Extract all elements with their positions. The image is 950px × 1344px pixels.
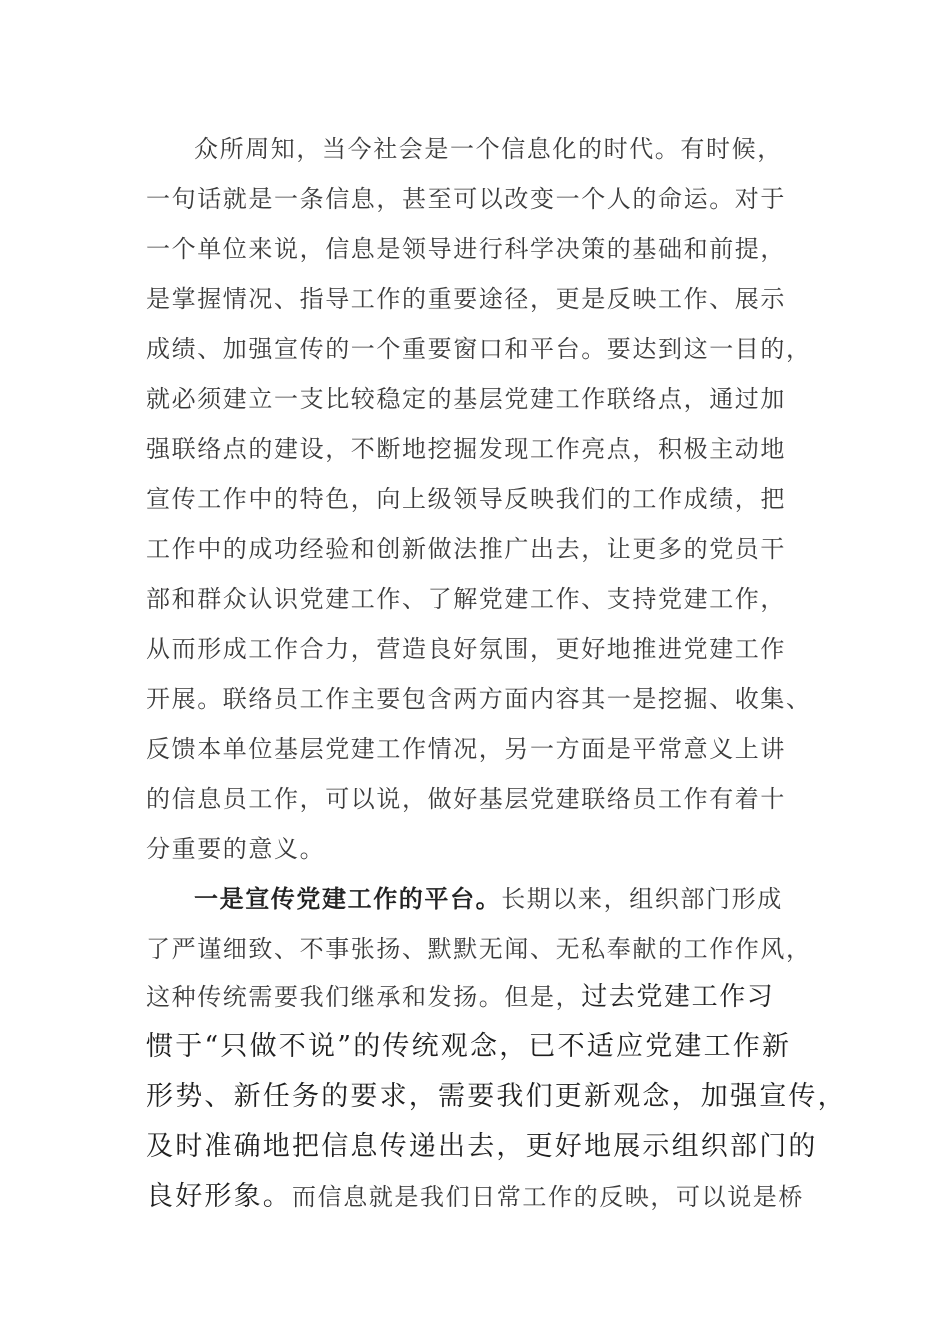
paragraph1-line-3: 一个单位来说，信息是领导进行科学决策的基础和前提， [146,235,786,263]
paragraph1-line-14: 的信息员工作，可以说，做好基层党建联络员工作有着十 [146,785,786,813]
paragraph1-line-5: 成绩、加强宣传的一个重要窗口和平台。要达到这一目的， [146,335,812,363]
paragraph1-line-7: 强联络点的建设，不断地挖掘发现工作亮点，积极主动地 [146,435,786,463]
paragraph2-line-7 [146,1180,804,1214]
paragraph2-heading: 一是宣传党建工作的平台。 [194,884,502,913]
paragraph1-line-6: 就必须建立一支比较稳定的基层党建工作联络点，通过加 [146,385,786,413]
paragraph2-line-7-a: 良好形象。 [146,1181,292,1212]
paragraph1-line-4: 是掌握情况、指导工作的重要途径，更是反映工作、展示 [146,285,786,313]
paragraph1-line-13: 反馈本单位基层党建工作情况，另一方面是平常意义上讲 [146,735,786,763]
paragraph2-line-6: 及时准确地把信息传递出去，更好地展示组织部门的 [146,1131,818,1162]
paragraph2-line-3-b: 过去党建工作习 [581,982,775,1012]
paragraph1-line-8: 宣传工作中的特色，向上级领导反映我们的工作成绩，把 [146,485,786,513]
paragraph1-line-1: 众所周知，当今社会是一个信息化的时代。有时候， [194,135,783,163]
paragraph2-line-7-b: 而信息就是我们日常工作的反映，可以说是桥 [292,1183,804,1211]
paragraph1-line-11: 从而形成工作合力，营造良好氛围，更好地推进党建工作 [146,635,786,663]
paragraph2-line-1-text: 长期以来，组织部门形成 [501,885,783,913]
paragraph2-line-3 [146,982,774,1012]
paragraph2-line-2: 了严谨细致、不事张扬、默默无闻、无私奉献的工作作风， [146,935,812,963]
paragraph1-line-12: 开展。联络员工作主要包含两方面内容其一是挖掘、收集、 [146,685,812,713]
paragraph2-line-1 [194,884,783,914]
paragraph1-line-9: 工作中的成功经验和创新做法推广出去，让更多的党员干 [146,535,786,563]
paragraph2-line-4: 惯于“只做不说”的传统观念，已不适应党建工作新 [146,1031,792,1062]
paragraph1-line-15: 分重要的意义。 [146,835,326,863]
paragraph1-line-2: 一句话就是一条信息，甚至可以改变一个人的命运。对于 [146,185,786,213]
paragraph2-line-5: 形势、新任务的要求，需要我们更新观念，加强宣传， [146,1081,847,1112]
paragraph1-line-10: 部和群众认识党建工作、了解党建工作、支持党建工作， [146,585,786,613]
paragraph2-line-3-a: 这种传统需要我们继承和发扬。但是， [146,983,582,1011]
